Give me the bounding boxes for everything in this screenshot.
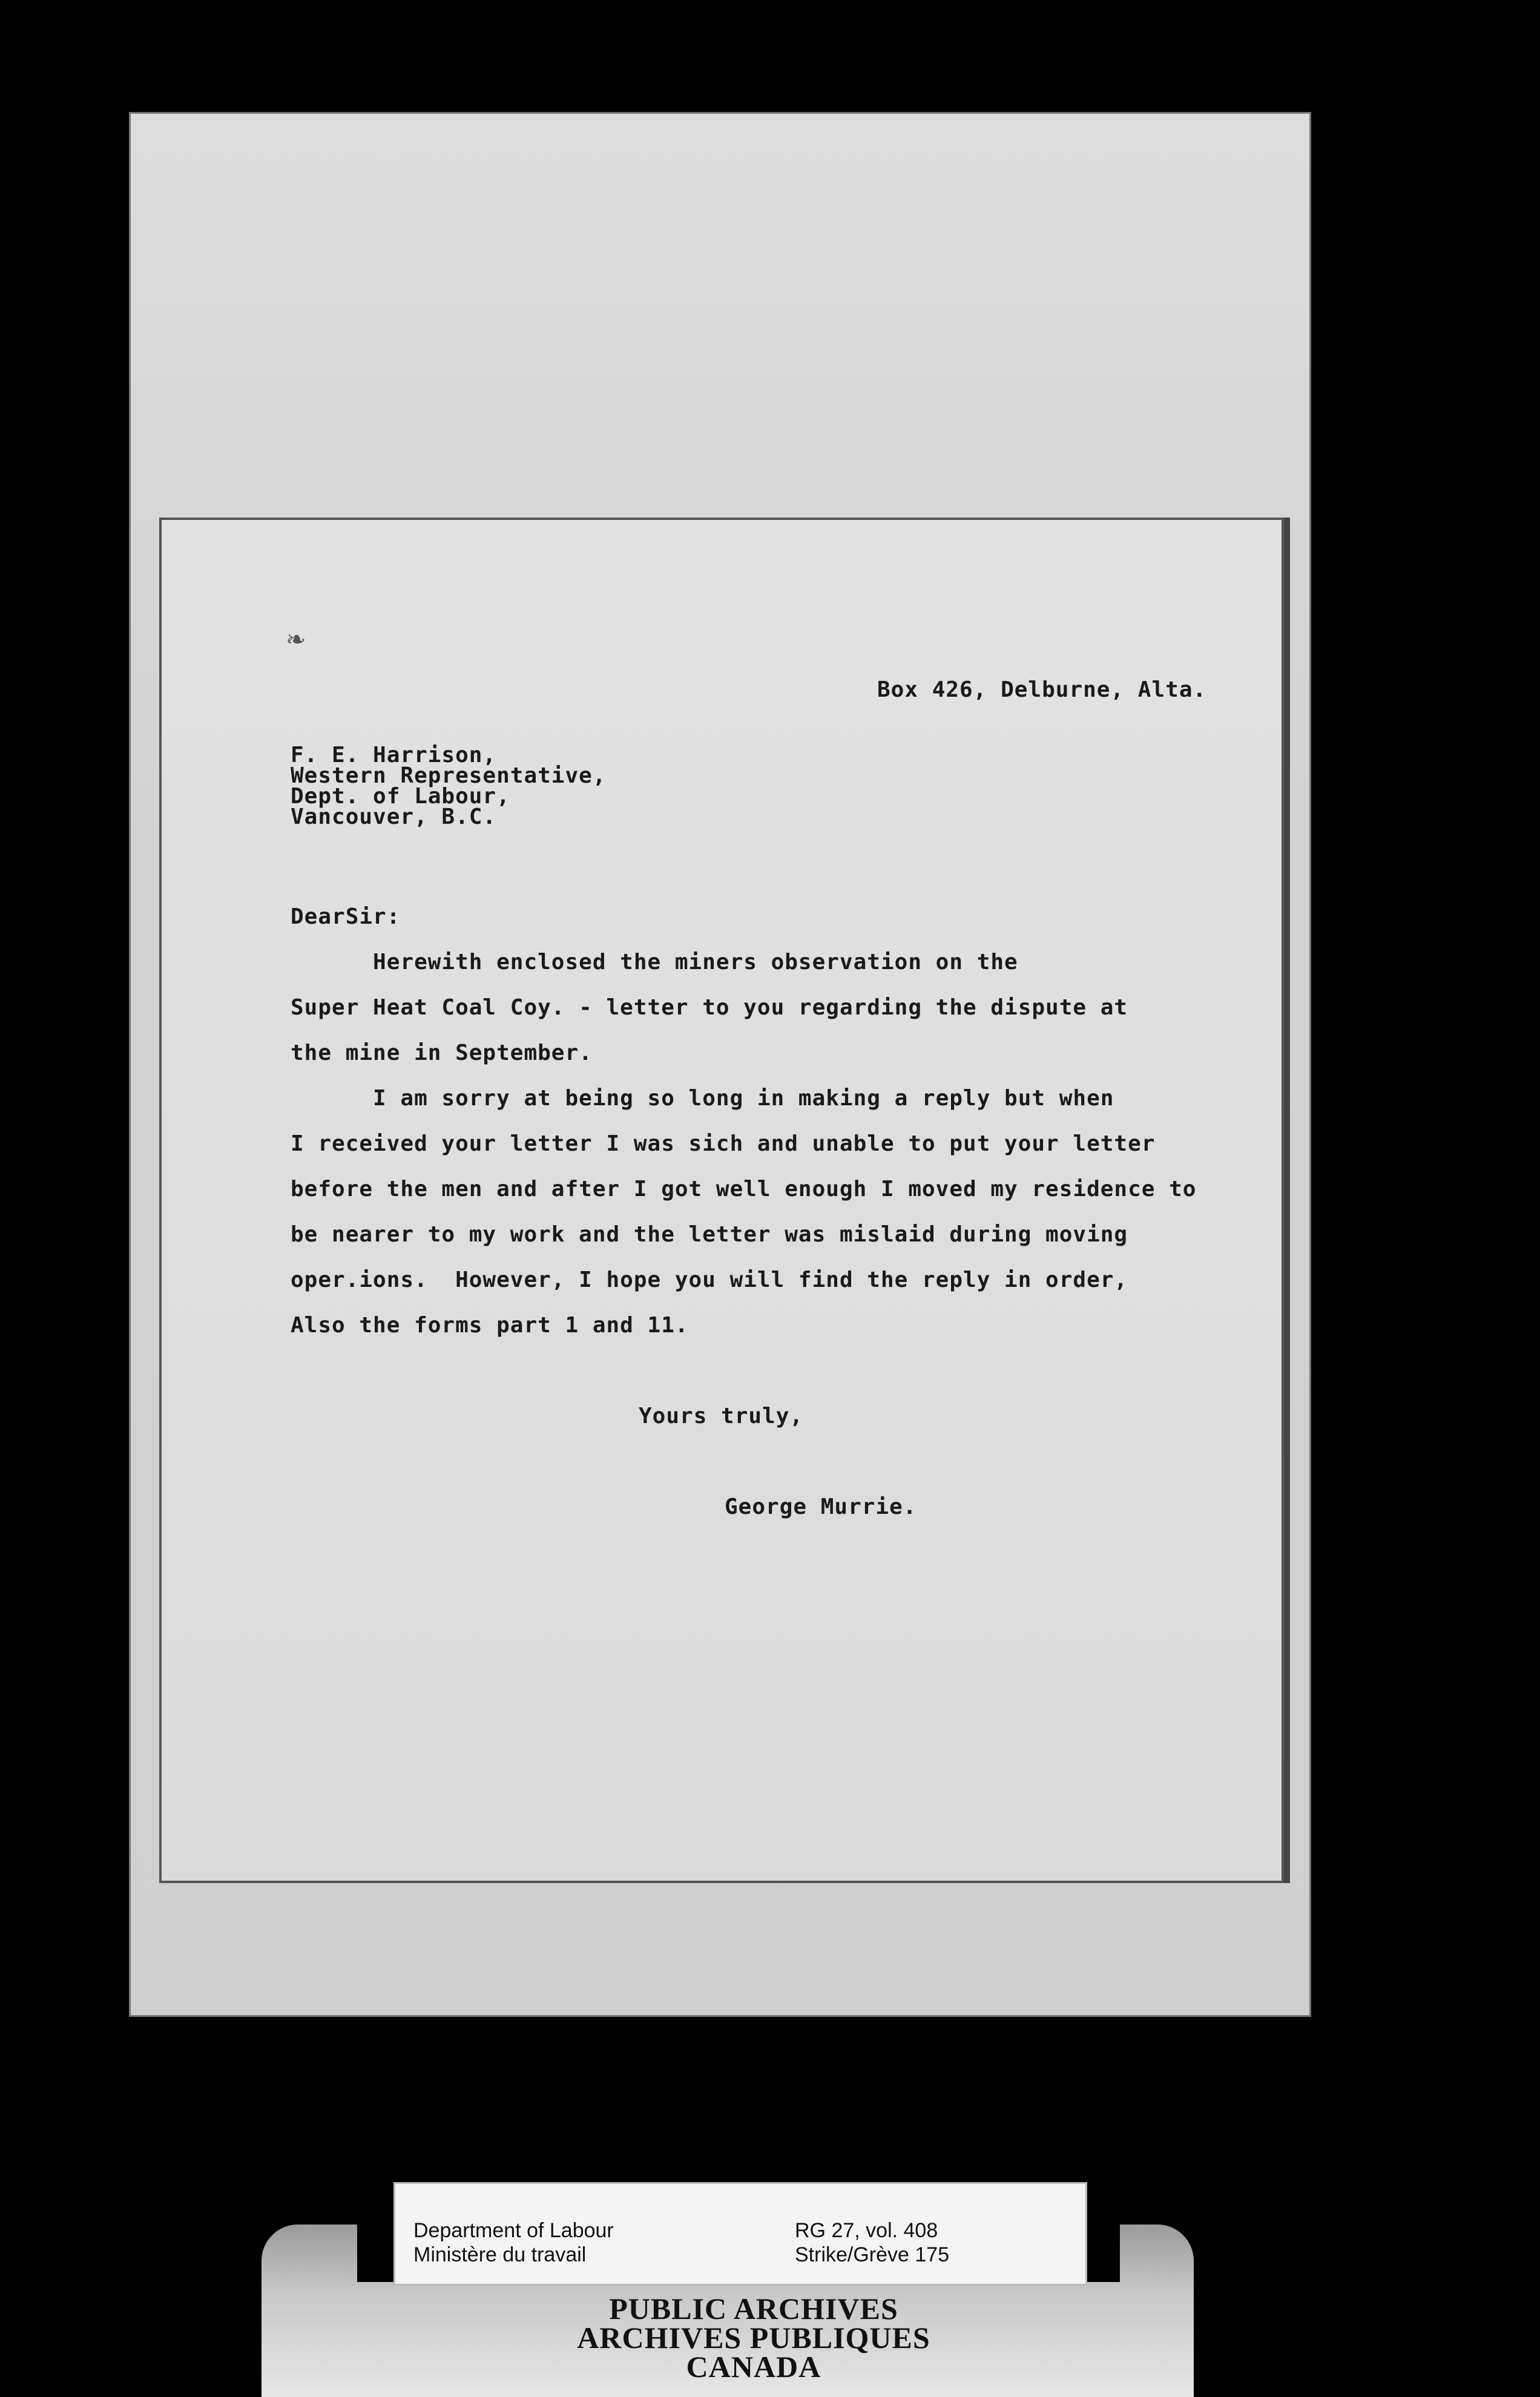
label-strike-number: Strike/Grève 175 bbox=[795, 2243, 950, 2266]
recipient-line-1: F. E. Harrison, bbox=[291, 743, 497, 768]
label-department-fr: Ministère du travail bbox=[413, 2243, 587, 2266]
signature: George Murrie. bbox=[725, 1494, 917, 1519]
letter-sheet bbox=[159, 518, 1284, 1883]
body-line-8: oper.ions. However, I hope you will find the reply in order, bbox=[291, 1268, 1128, 1292]
archive-stamp bbox=[496, 2292, 1011, 2384]
salutation: DearSir: bbox=[291, 904, 401, 929]
body-line-2: Super Heat Coal Coy. - letter to you regarding the dispute at bbox=[291, 995, 1128, 1020]
closing: Yours truly, bbox=[639, 1404, 804, 1429]
recipient-line-4: Vancouver, B.C. bbox=[291, 804, 497, 829]
body-line-7: be nearer to my work and the letter was mislaid during moving bbox=[291, 1222, 1128, 1247]
body-line-5: I received your letter I was sich and unable to put your letter bbox=[291, 1131, 1156, 1156]
return-address: Box 426, Delburne, Alta. bbox=[877, 677, 1207, 702]
holder-notch-left bbox=[357, 2215, 393, 2282]
recipient-line-3: Dept. of Labour, bbox=[291, 784, 510, 809]
stamp-line-3: CANADA bbox=[686, 2350, 821, 2384]
archive-label bbox=[393, 2182, 1087, 2286]
label-record-group: RG 27, vol. 408 bbox=[795, 2219, 938, 2242]
recipient-line-2: Western Representative, bbox=[291, 763, 607, 788]
label-department-en: Department of Labour bbox=[413, 2219, 614, 2242]
stamp-line-2: ARCHIVES PUBLIQUES bbox=[577, 2321, 930, 2355]
body-line-9: Also the forms part 1 and 11. bbox=[291, 1313, 689, 1338]
paper-mark: ❧ bbox=[286, 626, 306, 654]
body-line-4: I am sorry at being so long in making a reply but when bbox=[291, 1086, 1114, 1111]
stamp-line-1: PUBLIC ARCHIVES bbox=[609, 2292, 898, 2326]
holder-notch-right bbox=[1084, 2215, 1120, 2282]
body-line-3: the mine in September. bbox=[291, 1041, 593, 1065]
body-line-1: Herewith enclosed the miners observation on the bbox=[291, 950, 1018, 975]
body-line-6: before the men and after I got well enough I moved my residence to bbox=[291, 1177, 1197, 1202]
